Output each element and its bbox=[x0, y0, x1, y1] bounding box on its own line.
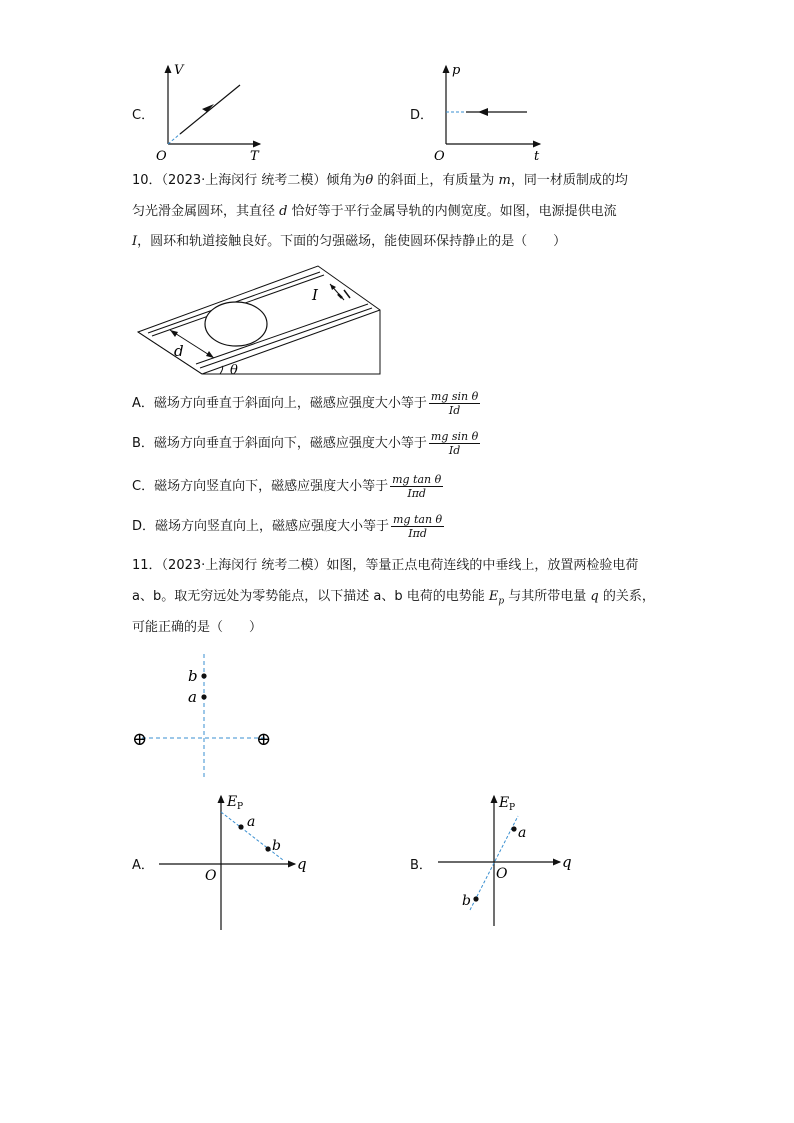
charge-b-label: b bbox=[188, 667, 198, 685]
graph-c-x-label: T bbox=[250, 149, 259, 164]
fraction: $\frac{\text{mg tan θ}}{\text{Iπd}}$ bbox=[393, 513, 443, 540]
graph-d-y-label: p bbox=[452, 63, 461, 78]
q10-line-2: 匀光滑金属圆环，其直径 d 恰好等于平行金属导轨的内侧宽度。如图，电源提供电流 bbox=[132, 204, 617, 219]
graph-a-y-label: E bbox=[227, 794, 238, 810]
q11-line-3: 可能正确的是（ ） bbox=[132, 620, 263, 635]
graph-a-y-sub: P bbox=[237, 802, 244, 812]
option-a-label[interactable]: A． bbox=[132, 858, 154, 873]
graph-b-y-sub: P bbox=[509, 803, 516, 813]
positive-charge-icon: ⊕ bbox=[132, 729, 148, 750]
q10-option-a[interactable]: A．磁场方向垂直于斜面向上，磁感应强度大小等于 $\frac{\text{mg sin θ}}{Id}$ bbox=[132, 390, 479, 417]
option-c-label[interactable]: C． bbox=[132, 108, 155, 123]
q10-option-c[interactable]: C．磁场方向竖直向下，磁感应强度大小等于 $\frac{\text{mg tan θ}}{\text{Iπd}}$ bbox=[132, 473, 442, 500]
charges-figure bbox=[128, 650, 278, 780]
graph-c-origin: O bbox=[156, 149, 167, 164]
graph-d-p-t bbox=[428, 58, 548, 166]
diameter-label: d bbox=[174, 342, 184, 360]
graph-d-origin: O bbox=[434, 149, 445, 164]
q11-line-2: a、b。取无穷远处为零势能点，以下描述 a、b 电荷的电势能 $E_p$ 与其所带电量 q 的关系， bbox=[132, 589, 655, 607]
graph-b-ep-q bbox=[432, 790, 592, 932]
graph-a-point-a: a bbox=[247, 814, 256, 830]
graph-b-point-a: a bbox=[518, 825, 527, 841]
q10-option-b[interactable]: B．磁场方向垂直于斜面向下，磁感应强度大小等于 $\frac{\text{mg sin θ}}{Id}$ bbox=[132, 430, 479, 457]
metal-ring bbox=[205, 302, 267, 346]
graph-b-x-label: q bbox=[562, 853, 572, 871]
option-b-label[interactable]: B． bbox=[410, 858, 432, 873]
angle-label: θ bbox=[230, 363, 238, 378]
graph-a-x-label: q bbox=[297, 855, 307, 873]
graph-b-y-label: E bbox=[499, 795, 510, 811]
graph-a-point-b: b bbox=[272, 838, 281, 854]
graph-b-origin: O bbox=[496, 866, 508, 882]
fraction: $\frac{\text{mg tan θ}}{\text{Iπd}}$ bbox=[392, 473, 442, 500]
graph-a-origin: O bbox=[205, 868, 217, 884]
fraction: $\frac{\text{mg sin θ}}{Id}$ bbox=[430, 390, 479, 417]
q10-line-1: 10．（2023·上海闵行 统考二模）倾角为θ 的斜面上，有质量为 m，同一材质制成的均 bbox=[132, 173, 628, 188]
q11-line-1: 11．（2023·上海闵行 统考二模）如图，等量正点电荷连线的中垂线上，放置两检验电荷 bbox=[132, 558, 639, 573]
graph-c-v-t bbox=[150, 58, 270, 166]
graph-a-ep-q bbox=[155, 790, 315, 932]
fraction: $\frac{\text{mg sin θ}}{Id}$ bbox=[430, 430, 479, 457]
graph-c-y-label: V bbox=[174, 63, 184, 78]
charge-a-label: a bbox=[188, 688, 197, 706]
q10-line-3: I，圆环和轨道接触良好。下面的匀强磁场，能使圆环保持静止的是（ ） bbox=[132, 234, 567, 249]
current-label: I bbox=[312, 286, 318, 304]
option-d-label[interactable]: D． bbox=[410, 108, 434, 123]
graph-b-point-b: b bbox=[462, 893, 471, 909]
incline-rail-figure bbox=[132, 260, 392, 378]
positive-charge-icon: ⊕ bbox=[256, 729, 272, 750]
q10-option-d[interactable]: D．磁场方向竖直向上，磁感应强度大小等于 $\frac{\text{mg tan θ}}{\text{Iπd}}$ bbox=[132, 513, 443, 540]
graph-d-x-label: t bbox=[534, 149, 540, 164]
